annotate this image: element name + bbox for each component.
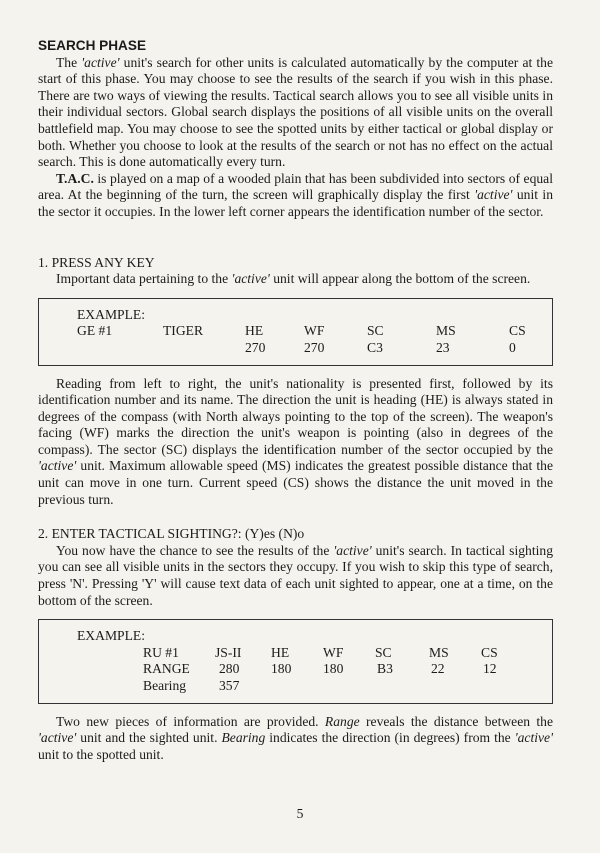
example-cell: HE bbox=[271, 644, 290, 660]
example-cell: CS bbox=[481, 644, 498, 660]
active-term: 'active' bbox=[231, 271, 270, 287]
example-cell: JS-II bbox=[215, 644, 242, 660]
example-label: EXAMPLE: bbox=[77, 628, 145, 644]
example-cell: SC bbox=[375, 644, 392, 660]
example-cell: Bearing bbox=[143, 678, 187, 693]
example-row bbox=[39, 678, 552, 695]
example-box-1 bbox=[38, 298, 553, 366]
search-phase-paragraph: The 'active' unit's search for other units is calculated automatically by the computer at the start of this phase. You may choose to see the results of the search if you wish in this phase. There are two ways of viewing the results. Tactical search allows you to see all visible units in their individual sectors. Global search displays the positions of all visible units on the overall battlefield map. You may choose to see the spotted units by either tactical or global display or both. Whether you choose to look at the results of the search or not has no effect on the actual search. This is done automatically every turn. bbox=[38, 54, 553, 170]
reading-paragraph: Reading from left to right, the unit's nationality is presented first, followed by its identification number and its name. The direction the unit is heading (HE) is always stated in degrees of the compass (with North always pointing to the top of the screen). The weapon's facing (WF) marks the direction the unit's weapon is pointing (also in degrees of the compass). The sector (SC) displays the identification number of the sector occupied by the 'active' unit. Maximum allowable speed (MS) indicates the greatest possible distance that the unit can move in one turn. Current speed (CS) shows the distance the unit moved in the previous turn. bbox=[38, 375, 553, 507]
example-cell: MS bbox=[436, 323, 456, 339]
example-row bbox=[39, 661, 552, 678]
example-cell: GE #1 bbox=[77, 323, 113, 339]
example-cell: 180 bbox=[271, 661, 292, 677]
example-cell: 180 bbox=[323, 661, 344, 677]
example-row bbox=[39, 645, 552, 662]
step-1-title: 1. PRESS ANY KEY bbox=[38, 254, 155, 270]
example-cell: SC bbox=[367, 323, 384, 339]
active-term: 'active' bbox=[474, 187, 513, 203]
active-term: 'active' bbox=[333, 542, 372, 558]
example-cell: WF bbox=[304, 323, 325, 339]
example-cell: MS bbox=[429, 644, 449, 660]
tac-paragraph: T.A.C. is played on a map of a wooded plain that has been subdivided into sectors of equal area. At the beginning of the turn, the screen will graphically display the first 'active' unit in the sector it occupies. In the lower left corner appears the identification number of the sector. bbox=[38, 170, 553, 219]
range-bearing-paragraph: Two new pieces of information are provided. Range reveals the distance between the 'active' unit and the sighted unit. Bearing indicates the direction (in degrees) from the 'active' unit to the spotted unit. bbox=[38, 713, 553, 762]
manual-page bbox=[38, 38, 553, 763]
example-cell: 280 bbox=[219, 661, 240, 677]
example-cell: TIGER bbox=[163, 323, 204, 339]
example-cell: RU #1 bbox=[143, 644, 179, 660]
example-cell: 0 bbox=[509, 339, 516, 355]
example-cell: 270 bbox=[245, 339, 266, 355]
example-cell: 357 bbox=[219, 678, 240, 693]
example-cell: 22 bbox=[431, 661, 445, 677]
example-row bbox=[39, 323, 552, 340]
range-term: Range bbox=[324, 713, 360, 729]
example-cell: HE bbox=[245, 323, 264, 339]
step-2-title: 2. ENTER TACTICAL SIGHTING?: (Y)es (N)o bbox=[38, 526, 305, 542]
section-heading: SEARCH PHASE bbox=[38, 38, 147, 53]
example-box-2 bbox=[38, 619, 553, 703]
example-cell: RANGE bbox=[143, 661, 190, 677]
active-term: 'active' bbox=[514, 730, 553, 746]
example-cell: C3 bbox=[367, 339, 383, 355]
step-2-text: You now have the chance to see the results of the 'active' unit's search. In tactical sighting you can see all visible units in the sectors they occupy. If you wish to skip this type of search, press 'N'. Pressing 'Y' will cause text data of each unit sighted to appear, one at a time, on the bottom of the screen. bbox=[38, 542, 553, 608]
example-cell: WF bbox=[323, 644, 344, 660]
active-term: 'active' bbox=[81, 54, 120, 70]
example-cell: B3 bbox=[377, 661, 393, 677]
example-cell: 12 bbox=[483, 661, 497, 677]
example-row bbox=[39, 340, 552, 357]
example-label: EXAMPLE: bbox=[77, 306, 145, 322]
active-term: 'active' bbox=[38, 458, 77, 474]
bearing-term: Bearing bbox=[221, 730, 266, 746]
example-cell: 23 bbox=[436, 339, 450, 355]
tac-term: T.A.C. bbox=[56, 170, 94, 186]
example-cell: 270 bbox=[304, 339, 325, 355]
example-cell: CS bbox=[509, 323, 526, 339]
step-1-text: Important data pertaining to the 'active' unit will appear along the bottom of the screen. bbox=[56, 271, 531, 287]
active-term: 'active' bbox=[38, 730, 77, 746]
page-number: 5 bbox=[296, 806, 304, 821]
